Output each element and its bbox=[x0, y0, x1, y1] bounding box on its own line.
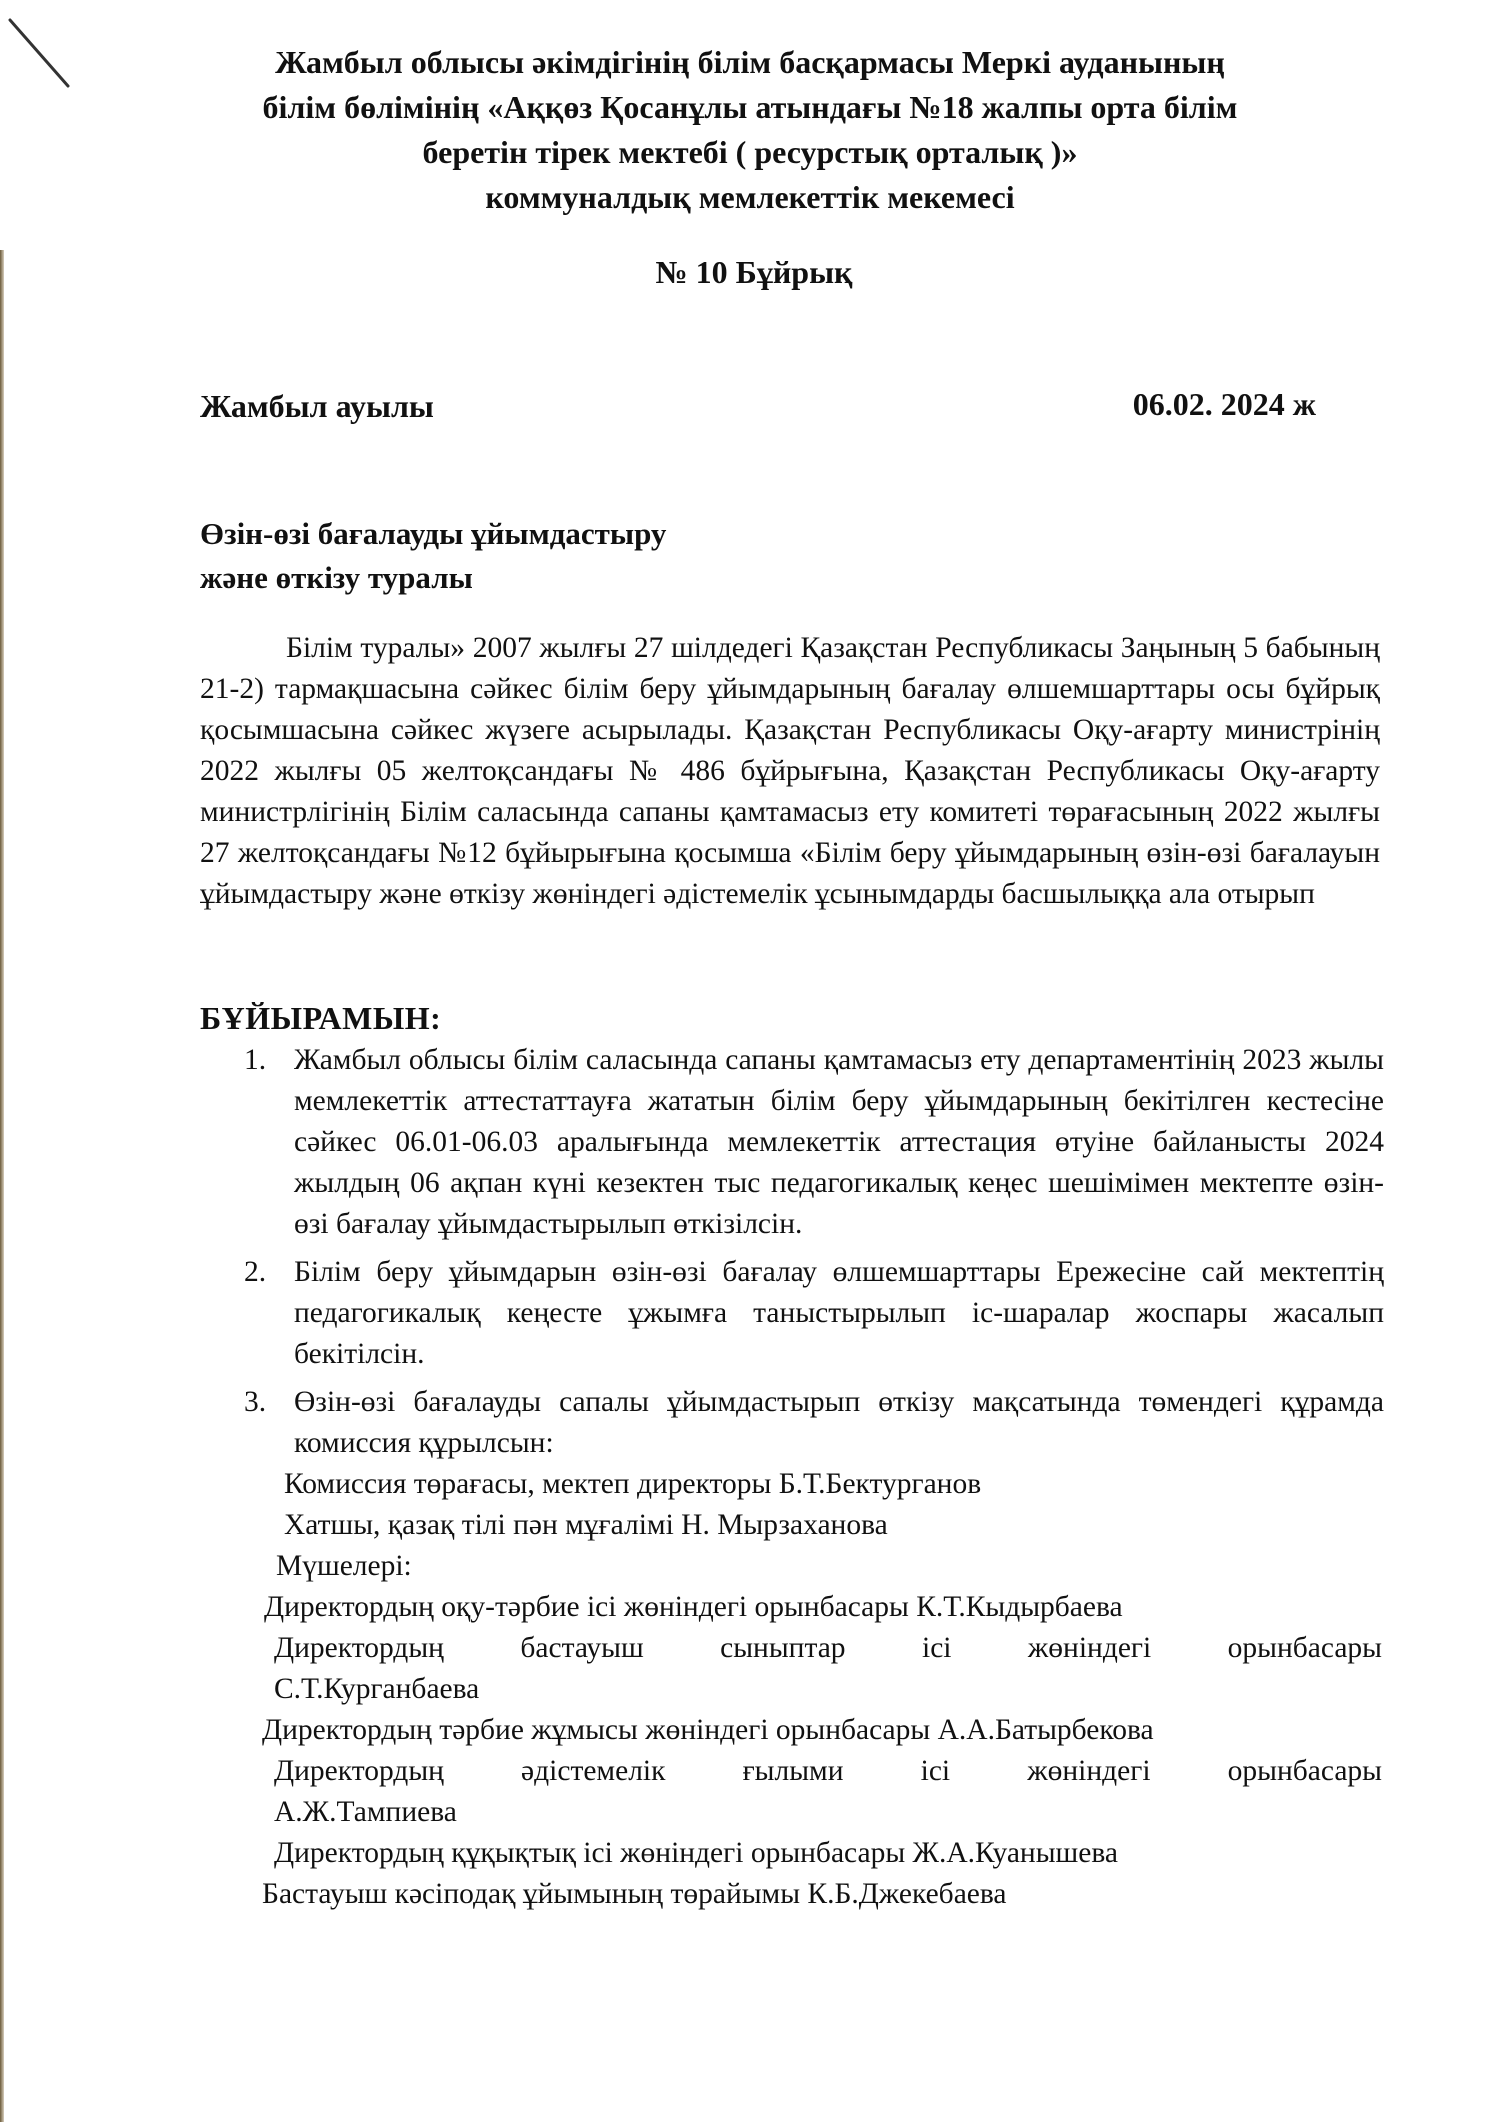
order-item bbox=[244, 1040, 1384, 1245]
item-text: Жамбыл облысы білім саласында сапаны қамтамасыз ету департаментінің 2023 жылы мемлекеттік аттестаттауға жататын білім беру ұйымдарының бекітілген кестесіне сәйкес 06.01-06.03 аралығында мемлекеттік аттестация өтуіне байланысты 2024 жылдың 06 ақпан күні кезектен тыс педагогикалық кеңес шешімімен мектепте өзін-өзі бағалау ұйымдастырылып өткізілсін. bbox=[294, 1044, 1384, 1240]
commission-member: Бастауыш кәсіподақ ұйымының төрайымы К.Б.Джекебаева bbox=[262, 1878, 1007, 1910]
header-line: коммуналдық мемлекеттік мекемесі bbox=[485, 179, 1015, 215]
commission-member bbox=[262, 1628, 1382, 1710]
commission-secretary: Хатшы, қазақ тілі пән мұғалімі Н. Мырзаханова bbox=[284, 1509, 888, 1541]
order-date: 06.02. 2024 ж bbox=[1132, 386, 1316, 422]
subject-line: және өткізу туралы bbox=[200, 560, 473, 595]
member-line: Директордың бастауыш сыныптар ісі жөніндегі орынбасары bbox=[274, 1632, 1382, 1664]
commission-list bbox=[262, 1464, 1382, 1915]
place-of-issue: Жамбыл ауылы bbox=[200, 388, 434, 424]
commission-member: Директордың тәрбие жұмысы жөніндегі орынбасары А.А.Батырбекова bbox=[262, 1714, 1154, 1746]
commission-member: Директордың оқу-тәрбие ісі жөніндегі орынбасары К.Т.Кыдырбаева bbox=[264, 1591, 1123, 1623]
pen-mark bbox=[6, 14, 76, 94]
member-line: Директордың әдістемелік ғылыми ісі жөніндегі орынбасары bbox=[274, 1755, 1382, 1787]
commission-member: Директордың құқықтық ісі жөніндегі орынбасары Ж.А.Куанышева bbox=[274, 1837, 1118, 1869]
preamble bbox=[200, 628, 1380, 915]
member-line: А.Ж.Тампиева bbox=[274, 1796, 457, 1828]
order-item bbox=[244, 1252, 1384, 1375]
item-number: 3. bbox=[244, 1386, 267, 1418]
preamble-text: Білім туралы» 2007 жылғы 27 шілдедегі Қазақстан Республикасы Заңының 5 бабының 21-2) тармақшасына сәйкес білім беру ұйымдарының бағалау өлшемшарттары осы бұйрық қосымшасына сәйкес жүзеге асырылады. Қазақстан Республикасы Оқу-ағарту министрінің 2022 жылғы 05 желтоқсандағы № 486 бұйрығына, Қазақстан Республикасы Оқу-ағарту министрлігінің Білім саласында сапаны қамтамасыз ету комитеті төрағасының 2022 жылғы 27 желтоқсандағы №12 бұйырығына қосымша «Білім беру ұйымдарының өзін-өзі бағалауын ұйымдастыру және өткізу жөніндегі әдістемелік ұсынымдарды басшылыққа ала отырып bbox=[200, 632, 1380, 910]
decree-heading: БҰЙЫРАМЫН: bbox=[200, 1000, 442, 1036]
subject-line: Өзін-өзі бағалауды ұйымдастыру bbox=[200, 516, 667, 551]
order-subject bbox=[200, 512, 666, 600]
header-line: беретін тірек мектебі ( ресурстық орталық )» bbox=[422, 134, 1078, 170]
order-number: № 10 Бұйрық bbox=[655, 254, 853, 290]
item-number: 2. bbox=[244, 1256, 267, 1288]
document-header bbox=[150, 40, 1350, 220]
item-text: Өзін-өзі бағалауды сапалы ұйымдастырып өткізу мақсатында төмендегі құрамда комиссия құрылсын: bbox=[294, 1386, 1384, 1459]
commission-chair: Комиссия төрағасы, мектеп директоры Б.Т.Бектурганов bbox=[284, 1468, 982, 1500]
header-line: білім бөлімінің «Аққөз Қосанұлы атындағы №18 жалпы орта білім bbox=[262, 89, 1238, 125]
order-item bbox=[244, 1382, 1384, 1464]
header-line: Жамбыл облысы әкімдігінің білім басқармасы Меркі ауданының bbox=[275, 44, 1225, 80]
commission-member bbox=[262, 1751, 1382, 1833]
member-line: С.Т.Курганбаева bbox=[274, 1673, 480, 1705]
order-items bbox=[244, 1040, 1384, 1471]
item-text: Білім беру ұйымдарын өзін-өзі бағалау өлшемшарттары Ережесіне сай мектептің педагогикалық кеңесте ұжымға таныстырылып іс-шаралар жоспары жасалып бекітілсін. bbox=[294, 1256, 1384, 1370]
scan-edge bbox=[0, 250, 4, 2122]
members-label: Мүшелері: bbox=[276, 1550, 412, 1582]
item-number: 1. bbox=[244, 1044, 267, 1076]
